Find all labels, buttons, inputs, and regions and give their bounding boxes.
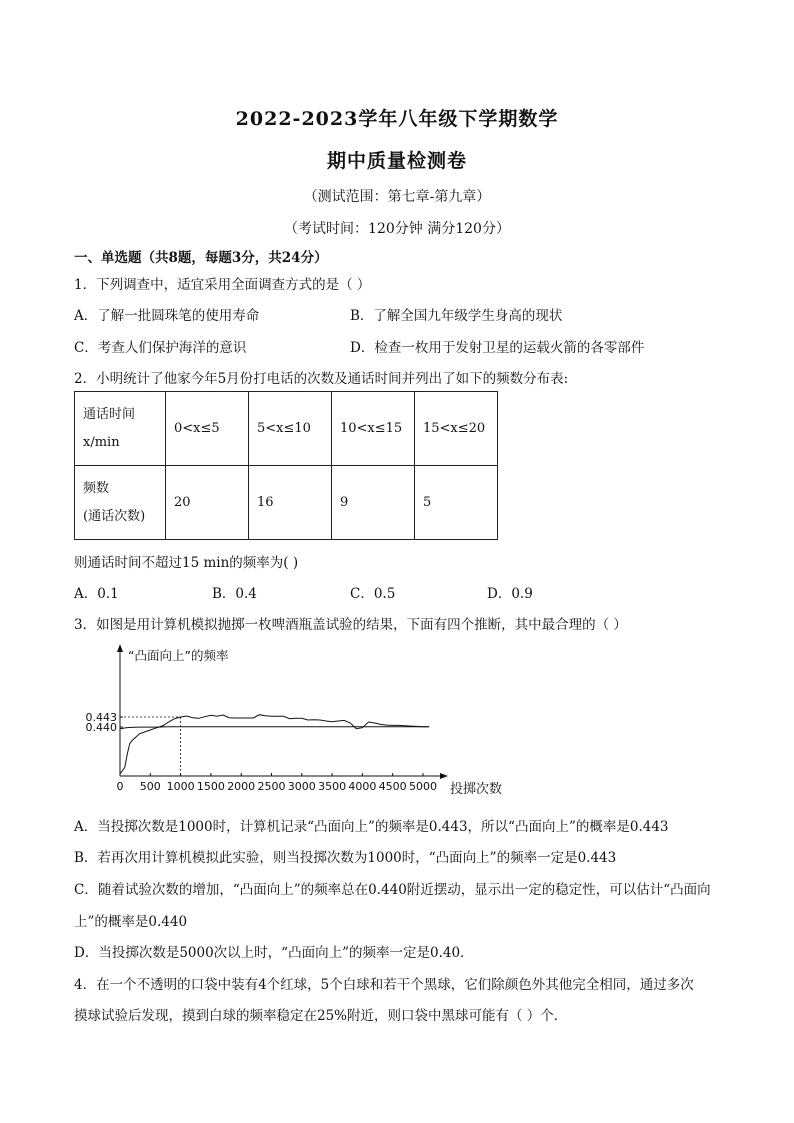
exam-scope: （测试范围：第七章-第九章） xyxy=(303,189,491,205)
y-tick-label: 0.443 xyxy=(85,711,117,725)
x-tick-label: 5000 xyxy=(409,780,437,793)
table-cell: 10<x≤15 xyxy=(332,392,415,466)
q4-line2: 摸球试验后发现，摸到白球的频率稳定在25%附近，则口袋中黑球可能有（ ）个． xyxy=(74,1008,568,1024)
exam-title: 2022-2023学年八年级下学期数学 xyxy=(235,108,559,130)
x-tick-label: 3000 xyxy=(287,780,316,793)
table-cell: 15<x≤20 xyxy=(415,392,498,466)
frequency-chart xyxy=(80,640,520,805)
q2-option-d: D．0.9 xyxy=(487,586,533,602)
table-row-label xyxy=(75,466,166,540)
table-label-line: 通话时间 xyxy=(83,406,136,422)
table-row-label xyxy=(75,392,166,466)
frequency-table xyxy=(74,391,498,540)
chart-layer xyxy=(86,711,438,793)
q2-question: 则通话时间不超过15 min的频率为( ) xyxy=(74,555,299,571)
q1-stem: 1．下列调查中，适宜采用全面调查方式的是（ ） xyxy=(74,277,371,293)
q3-option-b: B．若再次用计算机模拟此实验，则当投掷次数为1000时，“凸面向上”的频率一定是0.443 xyxy=(74,850,617,866)
table-cell: 16 xyxy=(249,466,332,540)
x-tick-label: 4500 xyxy=(378,780,407,793)
series-line-1 xyxy=(120,715,429,774)
q1-option-c: C．考查人们保护海洋的意识 xyxy=(74,340,247,356)
q2-stem: 2．小明统计了他家今年5月份打电话的次数及通话时间并列出了如下的频数分布表: xyxy=(74,371,569,387)
y-tick-label: 0.440 xyxy=(85,721,117,735)
table-cell: 0<x≤5 xyxy=(166,392,249,466)
x-axis-arrow xyxy=(440,773,448,779)
x-tick-label: 500 xyxy=(139,780,161,793)
q4-line1: 4．在一个不透明的口袋中装有4个红球，5个白球和若干个黑球，它们除颜色外其他完全相同，通过多次 xyxy=(74,977,694,993)
x-tick-label: 2500 xyxy=(257,780,286,793)
q3-option-a: A．当投掷次数是1000时，计算机记录“凸面向上”的频率是0.443，所以“凸面向上”的概率是0.443 xyxy=(74,819,669,835)
x-tick-label: 3500 xyxy=(318,780,347,793)
table-cell: 9 xyxy=(332,466,415,540)
q1-option-b: B．了解全国九年级学生身高的现状 xyxy=(350,308,563,324)
table-cell: 5<x≤10 xyxy=(249,392,332,466)
y-axis-arrow xyxy=(117,644,123,652)
table-label-line: x/min xyxy=(83,434,120,450)
y-axis-label: “凸面向上”的频率 xyxy=(128,648,229,663)
exam-time: （考试时间：120分钟 满分120分） xyxy=(284,221,510,237)
x-axis-label: 投掷次数 xyxy=(450,782,503,797)
series-line-2 xyxy=(120,727,429,729)
q3-option-c: C．随着试验次数的增加，“凸面向上”的频率总在0.440附近摆动，显示出一定的稳定性，可以估计“凸面向 xyxy=(74,882,711,898)
x-tick-label: 1500 xyxy=(196,780,225,793)
q2-option-a: A．0.1 xyxy=(74,586,119,602)
x-tick-label: 2000 xyxy=(227,780,256,793)
q2-option-b: B．0.4 xyxy=(212,586,257,602)
q1-option-d: D．检查一枚用于发射卫星的运载火箭的各零部件 xyxy=(350,340,645,356)
q3-stem: 3．如图是用计算机模拟抛掷一枚啤酒瓶盖试验的结果，下面有四个推断，其中最合理的（ ） xyxy=(74,617,627,633)
x-tick-label: 1000 xyxy=(166,780,195,793)
q3-option-c-cont: 上”的概率是0.440 xyxy=(74,914,188,930)
section-heading: 一、单选题（共8题，每题3分，共24分） xyxy=(74,250,328,266)
table-cell: 20 xyxy=(166,466,249,540)
table-cell: 5 xyxy=(415,466,498,540)
q2-option-c: C．0.5 xyxy=(350,586,396,602)
exam-subtitle: 期中质量检测卷 xyxy=(326,150,467,172)
q1-option-a: A．了解一批圆珠笔的使用寿命 xyxy=(74,308,260,324)
table-label-line: 频数 xyxy=(83,480,110,496)
x-tick-label: 4000 xyxy=(348,780,377,793)
q3-option-d: D．当投掷次数是5000次以上时，“凸面向上”的频率一定是0.40． xyxy=(74,945,474,961)
x-tick-label: 0 xyxy=(116,780,124,793)
table-label-line: (通话次数) xyxy=(83,508,146,524)
